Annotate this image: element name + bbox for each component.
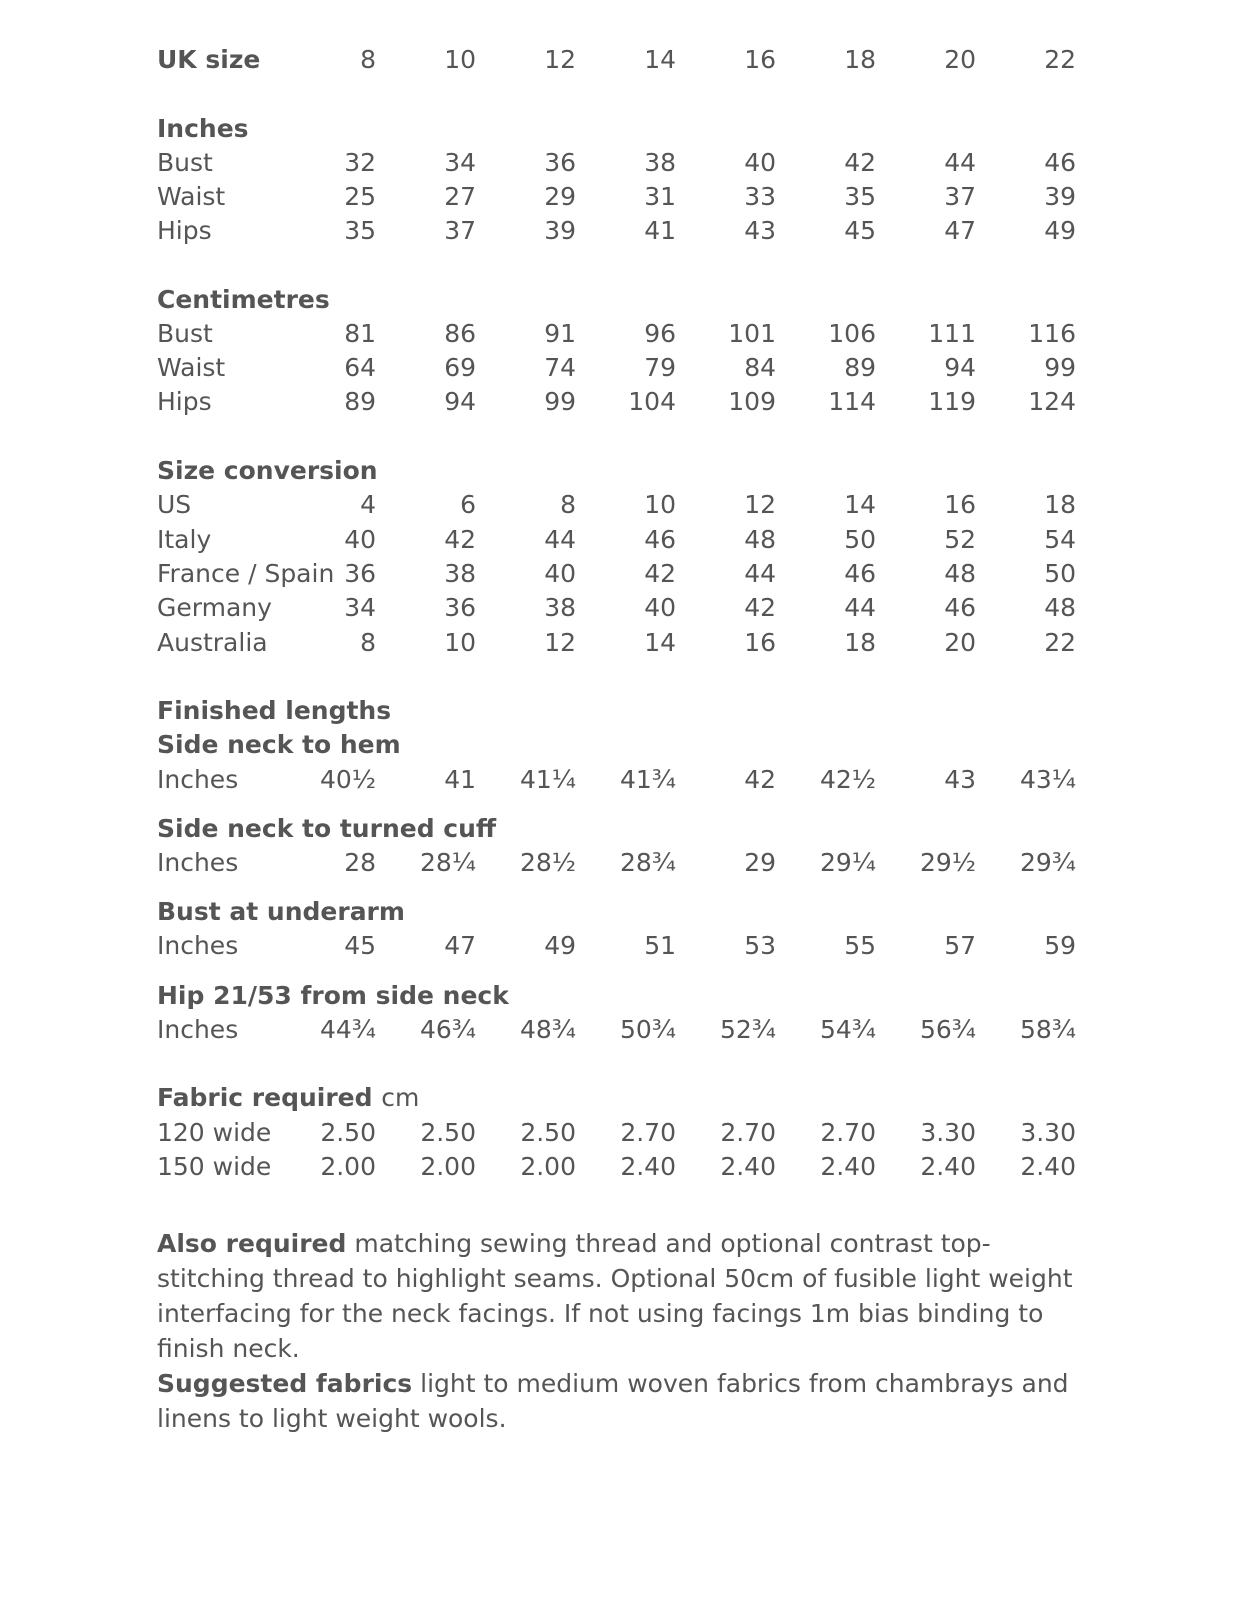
value-cell: 29 — [544, 182, 576, 211]
value-cell: 69 — [444, 353, 476, 382]
value-cell: 42 — [744, 765, 776, 794]
value-cell: 42 — [844, 148, 876, 177]
value-cell: 44 — [744, 559, 776, 588]
value-cell: 94 — [444, 387, 476, 416]
value-cell: 2.70 — [620, 1118, 676, 1147]
row-label: Germany — [157, 593, 272, 622]
value-cell: 2.00 — [420, 1152, 476, 1181]
suggested-fabrics-text: light to medium woven fabrics from chambrays and linens to light weight wools. — [157, 1369, 1069, 1433]
value-cell: 42 — [644, 559, 676, 588]
side-neck-to-cuff-row — [0, 845, 1240, 881]
size-cell: 22 — [1044, 45, 1076, 74]
value-cell: 31 — [644, 182, 676, 211]
value-cell: 2.00 — [320, 1152, 376, 1181]
value-cell: 22 — [1044, 628, 1076, 657]
value-cell: 46 — [644, 525, 676, 554]
inches-heading-row — [0, 111, 1240, 147]
value-cell: 12 — [744, 490, 776, 519]
row-label: Inches — [157, 765, 239, 794]
value-cell: 8 — [360, 628, 376, 657]
value-cell: 46 — [944, 593, 976, 622]
value-cell: 40½ — [319, 765, 376, 794]
value-cell: 44 — [944, 148, 976, 177]
size-cell: 18 — [844, 45, 876, 74]
value-cell: 20 — [944, 628, 976, 657]
subheading: Side neck to turned cuff — [157, 814, 497, 843]
value-cell: 106 — [828, 319, 876, 348]
value-cell: 28¾ — [619, 848, 676, 877]
value-cell: 2.40 — [720, 1152, 776, 1181]
value-cell: 8 — [560, 490, 576, 519]
conversion-us-row — [0, 487, 1240, 523]
uk-size-row — [0, 42, 1240, 78]
notes-paragraph — [157, 1226, 1087, 1436]
value-cell: 3.30 — [920, 1118, 976, 1147]
value-cell: 39 — [544, 216, 576, 245]
value-cell: 96 — [644, 319, 676, 348]
value-cell: 29¾ — [1019, 848, 1076, 877]
value-cell: 25 — [344, 182, 376, 211]
value-cell: 52¾ — [719, 1015, 776, 1044]
value-cell: 104 — [628, 387, 676, 416]
subheading: Hip 21/53 from side neck — [157, 981, 509, 1010]
value-cell: 46 — [1044, 148, 1076, 177]
value-cell: 41 — [644, 216, 676, 245]
value-cell: 81 — [344, 319, 376, 348]
value-cell: 46 — [844, 559, 876, 588]
value-cell: 111 — [928, 319, 976, 348]
subheading: Side neck to hem — [157, 730, 401, 759]
inches-hips-row — [0, 213, 1240, 249]
value-cell: 36 — [344, 559, 376, 588]
row-label: Bust — [157, 319, 213, 348]
value-cell: 84 — [744, 353, 776, 382]
hip-from-side-neck-heading-row — [0, 978, 1240, 1014]
value-cell: 14 — [844, 490, 876, 519]
side-neck-to-hem-row — [0, 762, 1240, 798]
bust-at-underarm-heading-row — [0, 894, 1240, 930]
value-cell: 109 — [728, 387, 776, 416]
value-cell: 39 — [1044, 182, 1076, 211]
size-cell: 16 — [744, 45, 776, 74]
finished-lengths-heading: Finished lengths — [157, 696, 392, 725]
size-cell: 20 — [944, 45, 976, 74]
value-cell: 58¾ — [1019, 1015, 1076, 1044]
value-cell: 2.40 — [620, 1152, 676, 1181]
value-cell: 50 — [844, 525, 876, 554]
inches-heading: Inches — [157, 114, 249, 143]
fabric-heading-text: Fabric required — [157, 1083, 373, 1112]
value-cell: 64 — [344, 353, 376, 382]
value-cell: 36 — [444, 593, 476, 622]
value-cell: 36 — [544, 148, 576, 177]
value-cell: 16 — [944, 490, 976, 519]
fabric-heading — [157, 1080, 419, 1116]
value-cell: 46¾ — [419, 1015, 476, 1044]
uk-size-label: UK size — [157, 45, 261, 74]
value-cell: 99 — [544, 387, 576, 416]
value-cell: 43 — [744, 216, 776, 245]
cm-bust-row — [0, 316, 1240, 352]
value-cell: 50 — [1044, 559, 1076, 588]
conversion-germany-row — [0, 590, 1240, 626]
row-label: 120 wide — [157, 1118, 272, 1147]
value-cell: 45 — [344, 931, 376, 960]
value-cell: 35 — [344, 216, 376, 245]
value-cell: 43 — [944, 765, 976, 794]
row-label: 150 wide — [157, 1152, 272, 1181]
value-cell: 32 — [344, 148, 376, 177]
value-cell: 29½ — [919, 848, 976, 877]
value-cell: 51 — [644, 931, 676, 960]
side-neck-to-hem-heading-row — [0, 727, 1240, 763]
value-cell: 14 — [644, 628, 676, 657]
value-cell: 16 — [744, 628, 776, 657]
row-label: Inches — [157, 931, 239, 960]
value-cell: 54¾ — [819, 1015, 876, 1044]
value-cell: 2.50 — [420, 1118, 476, 1147]
value-cell: 12 — [544, 628, 576, 657]
conversion-italy-row — [0, 522, 1240, 558]
value-cell: 38 — [644, 148, 676, 177]
row-label: Italy — [157, 525, 212, 554]
size-cell: 12 — [544, 45, 576, 74]
value-cell: 42 — [444, 525, 476, 554]
value-cell: 48 — [944, 559, 976, 588]
row-label: Bust — [157, 148, 213, 177]
side-neck-to-cuff-heading-row — [0, 811, 1240, 847]
value-cell: 44 — [844, 593, 876, 622]
subheading: Bust at underarm — [157, 897, 405, 926]
value-cell: 49 — [1044, 216, 1076, 245]
value-cell: 48 — [744, 525, 776, 554]
value-cell: 28½ — [519, 848, 576, 877]
value-cell: 28¼ — [419, 848, 476, 877]
value-cell: 42½ — [819, 765, 876, 794]
value-cell: 41¾ — [619, 765, 676, 794]
row-label: Hips — [157, 387, 212, 416]
row-label: Inches — [157, 1015, 239, 1044]
cm-hips-row — [0, 384, 1240, 420]
fabric-150-row — [0, 1149, 1240, 1185]
value-cell: 79 — [644, 353, 676, 382]
value-cell: 99 — [1044, 353, 1076, 382]
value-cell: 10 — [644, 490, 676, 519]
value-cell: 47 — [944, 216, 976, 245]
value-cell: 57 — [944, 931, 976, 960]
value-cell: 56¾ — [919, 1015, 976, 1044]
size-cell: 14 — [644, 45, 676, 74]
value-cell: 18 — [1044, 490, 1076, 519]
centimetres-heading-row — [0, 282, 1240, 318]
value-cell: 34 — [344, 593, 376, 622]
value-cell: 38 — [544, 593, 576, 622]
value-cell: 44 — [544, 525, 576, 554]
value-cell: 114 — [828, 387, 876, 416]
value-cell: 6 — [460, 490, 476, 519]
value-cell: 86 — [444, 319, 476, 348]
size-cell: 8 — [360, 45, 376, 74]
value-cell: 42 — [744, 593, 776, 622]
conversion-australia-row — [0, 625, 1240, 661]
value-cell: 89 — [844, 353, 876, 382]
row-label: Australia — [157, 628, 268, 657]
value-cell: 40 — [344, 525, 376, 554]
value-cell: 45 — [844, 216, 876, 245]
conversion-france-spain-row — [0, 556, 1240, 592]
value-cell: 47 — [444, 931, 476, 960]
value-cell: 2.40 — [820, 1152, 876, 1181]
value-cell: 41 — [444, 765, 476, 794]
value-cell: 94 — [944, 353, 976, 382]
value-cell: 59 — [1044, 931, 1076, 960]
row-label: Waist — [157, 182, 226, 211]
value-cell: 74 — [544, 353, 576, 382]
bust-at-underarm-row — [0, 928, 1240, 964]
value-cell: 33 — [744, 182, 776, 211]
value-cell: 38 — [444, 559, 476, 588]
value-cell: 44¾ — [319, 1015, 376, 1044]
row-label: France / Spain — [157, 559, 335, 588]
fabric-heading-row — [0, 1080, 1240, 1116]
size-cell: 10 — [444, 45, 476, 74]
finished-lengths-heading-row — [0, 693, 1240, 729]
suggested-fabrics-label: Suggested fabrics — [157, 1369, 413, 1398]
value-cell: 116 — [1028, 319, 1076, 348]
value-cell: 40 — [744, 148, 776, 177]
value-cell: 2.70 — [820, 1118, 876, 1147]
value-cell: 35 — [844, 182, 876, 211]
also-required-label: Also required — [157, 1229, 347, 1258]
row-label: Hips — [157, 216, 212, 245]
value-cell: 37 — [444, 216, 476, 245]
value-cell: 2.70 — [720, 1118, 776, 1147]
value-cell: 3.30 — [1020, 1118, 1076, 1147]
value-cell: 37 — [944, 182, 976, 211]
row-label: US — [157, 490, 192, 519]
fabric-unit: cm — [381, 1083, 420, 1112]
row-label: Waist — [157, 353, 226, 382]
value-cell: 89 — [344, 387, 376, 416]
value-cell: 49 — [544, 931, 576, 960]
value-cell: 2.00 — [520, 1152, 576, 1181]
inches-bust-row — [0, 145, 1240, 181]
value-cell: 34 — [444, 148, 476, 177]
cm-waist-row — [0, 350, 1240, 386]
value-cell: 40 — [544, 559, 576, 588]
value-cell: 2.40 — [920, 1152, 976, 1181]
value-cell: 4 — [360, 490, 376, 519]
value-cell: 18 — [844, 628, 876, 657]
value-cell: 50¾ — [619, 1015, 676, 1044]
value-cell: 124 — [1028, 387, 1076, 416]
value-cell: 52 — [944, 525, 976, 554]
centimetres-heading: Centimetres — [157, 285, 330, 314]
size-conversion-heading: Size conversion — [157, 456, 378, 485]
value-cell: 10 — [444, 628, 476, 657]
value-cell: 27 — [444, 182, 476, 211]
value-cell: 40 — [644, 593, 676, 622]
size-conversion-heading-row — [0, 453, 1240, 489]
value-cell: 48 — [1044, 593, 1076, 622]
value-cell: 29¼ — [819, 848, 876, 877]
value-cell: 53 — [744, 931, 776, 960]
row-label: Inches — [157, 848, 239, 877]
value-cell: 91 — [544, 319, 576, 348]
value-cell: 2.50 — [320, 1118, 376, 1147]
value-cell: 48¾ — [519, 1015, 576, 1044]
value-cell: 119 — [928, 387, 976, 416]
value-cell: 54 — [1044, 525, 1076, 554]
also-required-text: matching sewing thread and optional contrast top-stitching thread to highlight seams. Optional 50cm of fusible light weight interfacing for the neck facings. If not using facings 1m bias binding to finish neck. — [157, 1229, 1073, 1363]
inches-waist-row — [0, 179, 1240, 215]
value-cell: 2.50 — [520, 1118, 576, 1147]
value-cell: 2.40 — [1020, 1152, 1076, 1181]
value-cell: 55 — [844, 931, 876, 960]
value-cell: 28 — [344, 848, 376, 877]
value-cell: 29 — [744, 848, 776, 877]
fabric-120-row — [0, 1115, 1240, 1151]
hip-from-side-neck-row — [0, 1012, 1240, 1048]
value-cell: 101 — [728, 319, 776, 348]
value-cell: 43¼ — [1019, 765, 1076, 794]
value-cell: 41¼ — [519, 765, 576, 794]
